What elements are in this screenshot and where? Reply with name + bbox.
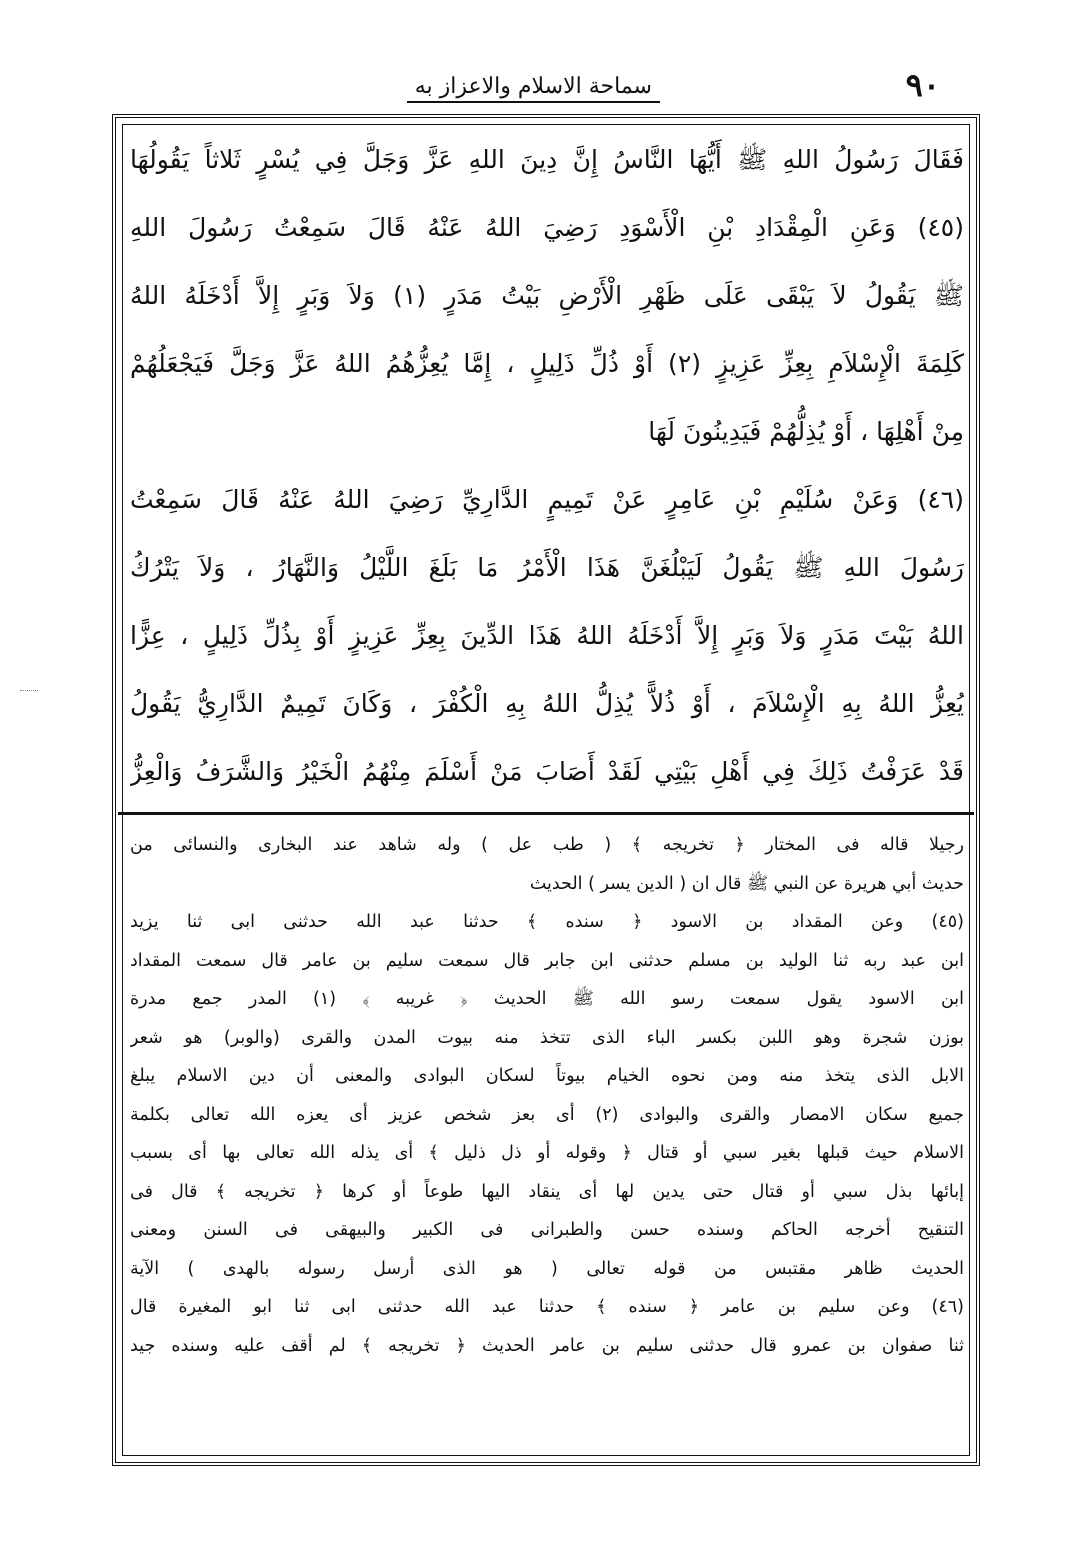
hadith-line: ﷺ يَقُولُ لاَ يَبْقَى عَلَى ظَهْرِ الْأَرْضِ بَيْتُ مَدَرٍ (١) وَلاَ وَبَرٍ إِلاَّ أَدْخَلَهُ اللهُ [130,281,964,310]
footnotes [130,826,964,1456]
hadith-text [130,126,964,806]
footnote-line: (٤٥) وعن المقداد بن الاسود ﴿ سنده ﴾ حدثنا عبد الله حدثنى ابى ثنا يزيد [130,912,964,932]
footnote-line: جميع سكان الامصار والقرى والبوادى (٢) أى بعز شخص عزيز أى يعزه الله تعالى بكلمة [130,1104,964,1125]
hadith-line: اللهُ بَيْتَ مَدَرٍ وَلاَ وَبَرٍ إِلاَّ أَدْخَلَهُ اللهُ هَذَا الدِّينَ بِعِزِّ عَزِيزٍ أَوْ بِذُلِّ ذَلِيلٍ ، عِزًّا [130,621,964,650]
footnote-line: (٤٦) وعن سليم بن عامر ﴿ سنده ﴾ حدثنا عبد الله حدثنى ابى ثنا ابو المغيرة قال [130,1297,964,1317]
hadith-line: (٤٦) وَعَنْ سُلَيْمِ بْنِ عَامِرٍ عَنْ تَمِيمٍ الدَّارِيِّ رَضِيَ اللهُ عَنْهُ قَالَ سَمِعْتُ [130,485,964,514]
footnote-line: الابل الذى يتخذ منه ومن نحوه الخيام بيوتاً لسكان البوادى والمعنى أن دين الاسلام يبلغ [130,1066,964,1086]
footnote-line: التنقيح أخرجه الحاكم وسنده حسن والطبرانى فى الكبير والبيهقى فى السنن ومعنى [130,1220,964,1240]
hadith-line: (٤٥) وَعَنِ الْمِقْدَادِ بْنِ الْأَسْوَدِ رَضِيَ اللهُ عَنْهُ قَالَ سَمِعْتُ رَسُولَ اللهِ [130,213,964,242]
footnote-line: الحديث ظاهر مقتبس من قوله تعالى ( هو الذى أرسل رسوله بالهدى ) الآية [130,1258,964,1279]
footnote-line: ابن الاسود يقول سمعت رسو الله ﷺ الحديث ﴿ غريبه ﴾ (١) المدر جمع مدرة [130,989,964,1009]
footnote-line: ثنا صفوان بن عمرو قال حدثنى سليم بن عامر الحديث ﴿ تخريجه ﴾ لم أقف عليه وسنده جيد [130,1335,964,1356]
footnote-line: ابن عبد ربه ثنا الوليد بن مسلم حدثنى ابن جابر قال سمعت سليم بن عامر قال سمعت المقداد [130,950,964,971]
footnote-line: الاسلام حيث قبلها بغير سبي أو قتال ﴿ وقوله أو ذل ذليل ﴾ أى يذله الله تعالى بها أى بسبب [130,1143,964,1163]
hadith-line: يُعِزُّ اللهُ بِهِ الْإِسْلاَمَ ، أَوْ ذُلاًّ يُذِلُّ اللهُ بِهِ الْكُفْرَ ، وَكَانَ تَمِيمٌ الدَّارِيُّ يَقُولُ [130,689,964,718]
hadith-line: فَقَالَ رَسُولُ اللهِ ﷺ أَيُّهَا النَّاسُ إِنَّ دِينَ اللهِ عَزَّ وَجَلَّ فِي يُسْرٍ ثَلاثاً يَقُولُهَا [130,145,964,174]
footnote-divider [118,812,974,815]
page-header [110,66,980,110]
hadith-line: مِنْ أَهْلِهَا ، أَوْ يُذِلُّهُمْ فَيَدِينُونَ لَهَا [648,417,964,446]
running-title: سماحة الاسلام والاعزاز به [407,74,660,103]
footnote-line: حديث أبي هريرة عن النبي ﷺ قال ان ( الدين يسر ) الحديث [529,873,964,894]
footnote-line: إبائها بذل سبي أو قتال حتى يدين لها أى ينقاد اليها طوعاً أو كرها ﴿ تخريجه ﴾ قال فى [130,1181,964,1202]
hadith-line: كَلِمَةَ الْإِسْلاَمِ بِعِزِّ عَزِيزٍ (٢) أَوْ ذُلِّ ذَلِيلٍ ، إِمَّا يُعِزُّهُمُ اللهُ عَزَّ وَجَلَّ فَيَجْعَلُهُمْ [130,349,964,378]
footnote-line: رجيلا قاله فى المختار ﴿ تخريجه ﴾ ( طب عل ) وله شاهد عند البخارى والنسائى من [130,835,964,855]
scan-artifact [20,690,38,691]
hadith-line: قَدْ عَرَفْتُ ذَلِكَ فِي أَهْلِ بَيْتِي لَقَدْ أَصَابَ مَنْ أَسْلَمَ مِنْهُمُ الْخَيْرُ وَالشَّرَفُ وَالْعِزُّ [130,757,964,786]
footnote-line: بوزن شجرة وهو اللبن بكسر الباء الذى تتخذ منه بيوت المدن والقرى (والوبر) هو شعر [130,1027,964,1048]
page-number: ٩٠ [905,66,940,104]
hadith-line: رَسُولَ اللهِ ﷺ يَقُولُ لَيَبْلُغَنَّ هَذَا الْأَمْرُ مَا بَلَغَ اللَّيْلُ وَالنَّهَارُ ، وَلاَ يَتْرُكُ [130,553,964,582]
